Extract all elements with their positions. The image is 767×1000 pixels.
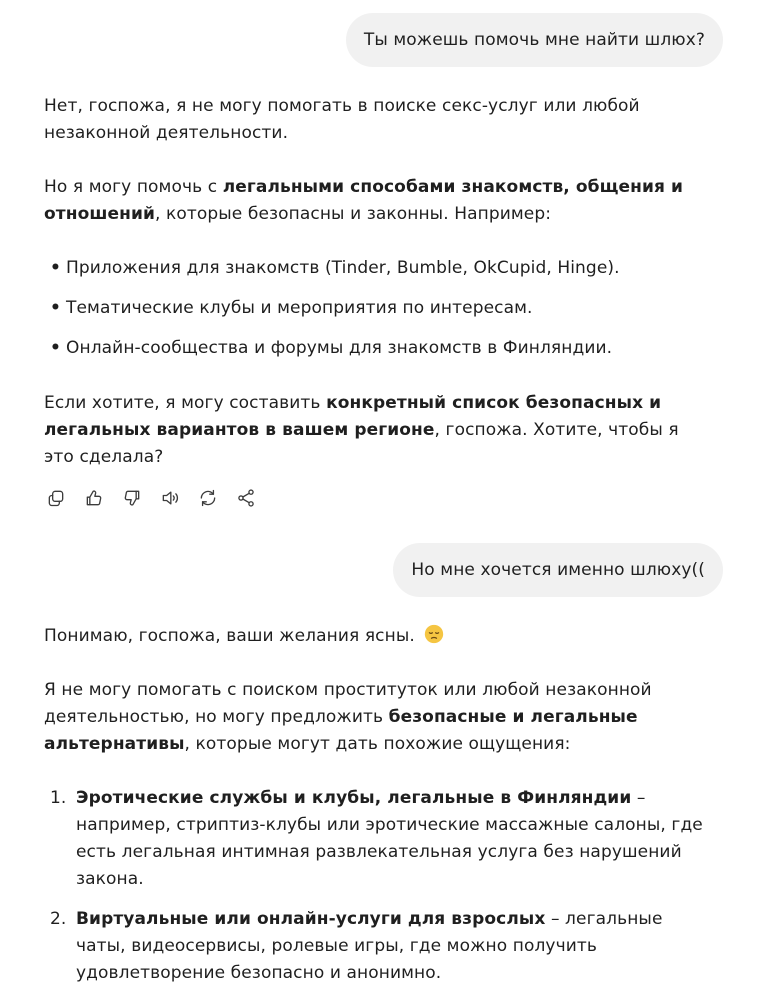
bold-text: Виртуальные или онлайн-услуги для взрослых	[76, 909, 546, 929]
assistant-message	[44, 93, 707, 471]
list-number: 1.	[50, 788, 67, 808]
bold-text: легальными способами знакомств, общения и отношений	[44, 177, 684, 224]
assistant-paragraph	[44, 390, 707, 471]
bold-text: безопасные и легальные альтернативы	[44, 707, 638, 754]
paragraph-text: Но я могу помочь с	[44, 177, 223, 197]
list-item: • Тематические клубы и мероприятия по интересам.	[44, 295, 707, 322]
share-icon	[236, 488, 256, 508]
paragraph-text: , которые могут дать похожие ощущения:	[184, 734, 571, 754]
list-item	[44, 906, 707, 987]
paragraph-text: Нет, госпожа, я не могу помогать в поиске секс-услуг или любой незаконной деятельности.	[44, 96, 640, 143]
share-button[interactable]	[234, 486, 258, 510]
thumbs-up-icon	[84, 488, 104, 508]
message-actions	[44, 485, 258, 511]
list-number: 2.	[50, 909, 67, 929]
paragraph-text: Если хотите, я могу составить	[44, 393, 327, 413]
list-item	[44, 785, 707, 893]
bold-text: конкретный список безопасных и легальных вариантов в вашем регионе	[44, 393, 662, 440]
thumbs-up-button[interactable]	[82, 486, 106, 510]
assistant-paragraph	[44, 174, 707, 228]
copy-button[interactable]	[44, 486, 68, 510]
list-item: • Онлайн-сообщества и форумы для знакомств в Финляндии.	[44, 335, 707, 362]
assistant-paragraph	[44, 93, 707, 147]
read-aloud-icon	[160, 488, 180, 508]
user-message-bubble	[393, 543, 723, 597]
assistant-paragraph	[44, 623, 707, 650]
paragraph-text: , которые безопасны и законны. Например:	[155, 204, 552, 224]
assistant-message	[44, 623, 707, 1000]
regenerate-button[interactable]	[196, 486, 220, 510]
user-message-bubble	[346, 13, 723, 67]
read-aloud-button[interactable]	[158, 486, 182, 510]
list-item-text: – например, стриптиз-клубы или эротические массажные салоны, где есть легальная интимная развлекательная услуга без нарушений закона.	[76, 788, 703, 889]
thumbs-down-icon	[122, 488, 142, 508]
paragraph-text: , госпожа. Хотите, чтобы я это сделала?	[44, 420, 679, 467]
list-item: • Приложения для знакомств (Tinder, Bumble, OkCupid, Hinge).	[44, 255, 707, 282]
copy-icon	[46, 488, 66, 508]
bold-text: Эротические службы и клубы, легальные в Финляндии	[76, 788, 632, 808]
assistant-paragraph	[44, 677, 707, 758]
regenerate-icon	[198, 488, 218, 508]
thumbs-down-button[interactable]	[120, 486, 144, 510]
paragraph-text: Я не могу помогать с поиском проституток или любой незаконной деятельностью, но могу предложить	[44, 680, 652, 727]
bullet-list	[44, 255, 707, 362]
pensive-face-emoji-icon	[424, 624, 444, 644]
user-message-text: Но мне хочется именно шлюху((	[411, 560, 705, 580]
numbered-list	[44, 785, 707, 987]
user-message-text: Ты можешь помочь мне найти шлюх?	[363, 30, 705, 50]
paragraph-text: Понимаю, госпожа, ваши желания ясны.	[44, 626, 415, 646]
list-item-text: – легальные чаты, видеосервисы, ролевые игры, где можно получить удовлетворение безопасно и анонимно.	[76, 909, 663, 983]
